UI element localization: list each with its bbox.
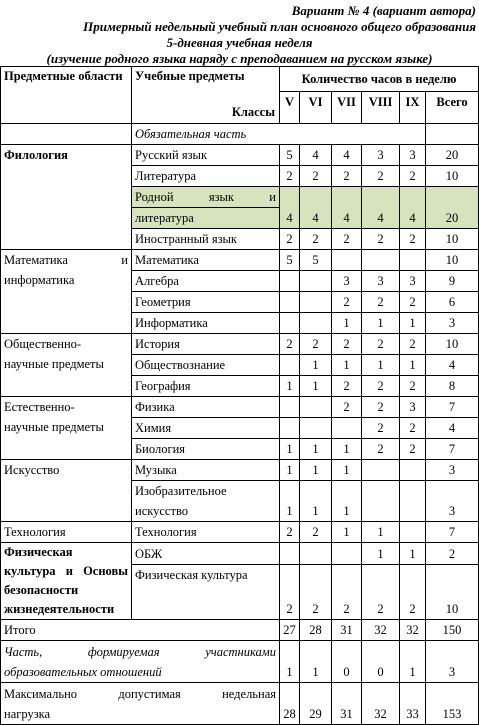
hours-vii: 1: [332, 439, 362, 460]
area-math-line2: информатика: [4, 273, 75, 287]
hours-vii: 2: [332, 166, 362, 187]
subject-cell: Родной язык и: [132, 187, 280, 208]
part-label-line2: образовательных отношений: [4, 665, 162, 679]
hours-vii: 2: [332, 292, 362, 313]
hours-vi: 5: [300, 250, 332, 271]
part-vi: 1: [300, 641, 332, 683]
hours-viii: 3: [362, 271, 400, 292]
hours-ix: 3: [400, 145, 426, 166]
hours-vi: [300, 418, 332, 439]
hours-viii: [362, 460, 400, 481]
subject-cell: Иностранный язык: [132, 229, 280, 250]
table-row: [1, 522, 479, 543]
hours-vi: 2: [300, 585, 332, 619]
hours-vi: [300, 271, 332, 292]
area-math: [1, 250, 132, 334]
hours-v: 2: [280, 229, 300, 250]
hours-total: 10: [426, 250, 479, 271]
hours-v: 1: [280, 460, 300, 481]
total-row: [1, 620, 479, 641]
area-tech: Технология: [1, 522, 132, 543]
mandatory-row: [1, 124, 479, 145]
grade-9: IX: [400, 92, 426, 124]
area-philology: Филология: [1, 145, 132, 250]
hours-v: 1: [280, 439, 300, 460]
max-v: 28: [280, 683, 300, 725]
hours-viii: 2: [362, 439, 400, 460]
hours-v: [280, 292, 300, 313]
variant-title: Вариант № 4 (вариант автора): [291, 3, 476, 18]
max-load-line1: Максимально допустимая недельная: [4, 687, 276, 701]
table-row: [1, 543, 479, 565]
area-natural-line1: Естественно-: [4, 400, 75, 414]
total-total: 150: [426, 620, 479, 641]
col-classes-label: Классы: [231, 105, 275, 119]
total-v: 27: [280, 620, 300, 641]
subject-cell: Русский язык: [132, 145, 280, 166]
hours-total: 3: [426, 313, 479, 334]
subject-cell: Физическая культура: [132, 565, 280, 586]
area-pe-line3: безопасности: [4, 583, 79, 597]
hours-ix: 2: [400, 439, 426, 460]
hours-ix: 2: [400, 585, 426, 619]
hours-viii: 2: [362, 397, 400, 418]
hours-vi: 2: [300, 229, 332, 250]
hours-v: 2: [280, 522, 300, 543]
total-vi: 28: [300, 620, 332, 641]
hours-vi: [300, 543, 332, 565]
hours-vi: 1: [300, 376, 332, 397]
hours-viii: 2: [362, 229, 400, 250]
subject-cell: Технология: [132, 522, 280, 543]
table-row: [1, 250, 479, 271]
max-load-row: [1, 683, 479, 725]
subject-cell-cont: литература: [132, 208, 280, 229]
grade-6: VI: [300, 92, 332, 124]
subject-cell: Биология: [132, 439, 280, 460]
subject-cell: ОБЖ: [132, 543, 280, 565]
curriculum-table: [0, 66, 479, 725]
area-social-line2: научные предметы: [4, 357, 104, 371]
hours-total: 7: [426, 522, 479, 543]
hours-v: [280, 271, 300, 292]
area-natural-line2: научные предметы: [4, 420, 104, 434]
hours-vii: 1: [332, 522, 362, 543]
hours-vii: 1: [332, 501, 362, 522]
hours-ix: 1: [400, 313, 426, 334]
part-label: [1, 641, 280, 683]
part-label-line1: Часть, формируемая участниками: [4, 645, 276, 659]
part-vii: 0: [332, 641, 362, 683]
mandatory-spacer: [1, 124, 132, 145]
hours-vi: [300, 397, 332, 418]
col-subject-header: [132, 67, 280, 124]
total-vii: 31: [332, 620, 362, 641]
table-row: [1, 460, 479, 481]
hours-viii: 3: [362, 145, 400, 166]
max-vii: 31: [332, 683, 362, 725]
week-subtitle: 5-дневная учебная неделя: [166, 35, 313, 50]
hours-ix: 2: [400, 166, 426, 187]
subject-cell: Музыка: [132, 460, 280, 481]
subject-cell: Информатика: [132, 313, 280, 334]
hours-total: 10: [426, 166, 479, 187]
table-row: [1, 397, 479, 418]
hours-vii: 2: [332, 585, 362, 619]
hours-ix: [400, 522, 426, 543]
hours-vii: 2: [332, 397, 362, 418]
subject-cell: Алгебра: [132, 271, 280, 292]
hours-v: 1: [280, 501, 300, 522]
hours-ix: 3: [400, 271, 426, 292]
hours-v: [280, 313, 300, 334]
hours-vii: [332, 250, 362, 271]
hours-total: 7: [426, 439, 479, 460]
area-pe-line4: жизнедеятельности: [4, 602, 115, 616]
hours-v: 2: [280, 334, 300, 355]
part-viii: 0: [362, 641, 400, 683]
hours-v: 4: [280, 208, 300, 229]
hours-v: [280, 543, 300, 565]
hours-total: 10: [426, 229, 479, 250]
hours-viii: 2: [362, 418, 400, 439]
total-viii: 32: [362, 620, 400, 641]
header-row: [1, 67, 479, 92]
subject-cell: Математика: [132, 250, 280, 271]
hours-total: 7: [426, 397, 479, 418]
hours-viii: 2: [362, 292, 400, 313]
plan-title: Примерный недельный учебный план основного общего образования: [83, 19, 476, 34]
hours-vii: [332, 418, 362, 439]
hours-total: 4: [426, 355, 479, 376]
hours-ix: 2: [400, 334, 426, 355]
hours-ix: 2: [400, 292, 426, 313]
subject-cell: История: [132, 334, 280, 355]
hours-vii: 3: [332, 271, 362, 292]
hours-viii: 2: [362, 166, 400, 187]
hours-viii: 1: [362, 522, 400, 543]
hours-vii: 2: [332, 334, 362, 355]
hours-ix: 3: [400, 397, 426, 418]
table-row: [1, 145, 479, 166]
area-social-line1: Общественно-: [4, 337, 82, 351]
hours-v: 5: [280, 145, 300, 166]
hours-v: [280, 355, 300, 376]
subject-cell-cont: искусство: [132, 501, 280, 522]
mandatory-label: Обязательная часть: [132, 124, 426, 145]
hours-vii: 4: [332, 208, 362, 229]
part-total: 3: [426, 641, 479, 683]
hours-vi: 1: [300, 460, 332, 481]
hours-vi: 2: [300, 334, 332, 355]
hours-total: 4: [426, 418, 479, 439]
max-viii: 32: [362, 683, 400, 725]
hours-vi: 2: [300, 166, 332, 187]
hours-ix: 2: [400, 376, 426, 397]
area-pe-line1: Физическая: [4, 545, 73, 559]
grade-7: VII: [332, 92, 362, 124]
hours-ix: 4: [400, 208, 426, 229]
hours-ix: [400, 460, 426, 481]
hours-vi: 4: [300, 145, 332, 166]
hours-v: 2: [280, 585, 300, 619]
hours-vii: 1: [332, 355, 362, 376]
part-row: [1, 641, 479, 683]
hours-vii: [332, 543, 362, 565]
hours-ix: 1: [400, 543, 426, 565]
hours-total: 6: [426, 292, 479, 313]
hours-viii: 1: [362, 355, 400, 376]
max-load-label: [1, 683, 280, 725]
hours-vii: 4: [332, 145, 362, 166]
hours-viii: 2: [362, 585, 400, 619]
hours-vi: [300, 292, 332, 313]
max-vi: 29: [300, 683, 332, 725]
hours-vi: 2: [300, 522, 332, 543]
hours-total: 20: [426, 145, 479, 166]
hours-viii: 2: [362, 376, 400, 397]
subject-cell: География: [132, 376, 280, 397]
hours-total: 9: [426, 271, 479, 292]
hours-v: 5: [280, 250, 300, 271]
subject-cell: Литература: [132, 166, 280, 187]
hours-ix: 2: [400, 229, 426, 250]
hours-vi: 1: [300, 501, 332, 522]
hours-ix: [400, 501, 426, 522]
hours-vii: 2: [332, 376, 362, 397]
subject-cell: Обществознание: [132, 355, 280, 376]
part-ix: 1: [400, 641, 426, 683]
hours-vi: 4: [300, 208, 332, 229]
hours-v: 1: [280, 376, 300, 397]
hours-viii: 2: [362, 334, 400, 355]
hours-vii: 1: [332, 313, 362, 334]
col-subject-label: Учебные предметы: [135, 69, 245, 83]
hours-total: 3: [426, 501, 479, 522]
hours-viii: 1: [362, 543, 400, 565]
max-total: 153: [426, 683, 479, 725]
hours-vi: 1: [300, 355, 332, 376]
area-pe-line2: культура и Основы: [4, 564, 128, 578]
hours-vii: 2: [332, 229, 362, 250]
hours-total: 3: [426, 460, 479, 481]
area-art: Искусство: [1, 460, 132, 522]
hours-viii: [362, 501, 400, 522]
table-row: [1, 334, 479, 355]
grade-8: VIII: [362, 92, 400, 124]
hours-v: [280, 397, 300, 418]
hours-total: 10: [426, 585, 479, 619]
hours-total: 20: [426, 208, 479, 229]
total-label: Итого: [1, 620, 280, 641]
area-natural: [1, 397, 132, 460]
language-note: (изучение родного языка наряду с преподаванием на русском языке): [46, 51, 433, 66]
col-area-header: Предметные области: [1, 67, 132, 124]
hours-vi: [300, 313, 332, 334]
part-v: 1: [280, 641, 300, 683]
hours-ix: [400, 250, 426, 271]
hours-total: 2: [426, 543, 479, 565]
subject-cell: Физика: [132, 397, 280, 418]
grade-total: Всего: [426, 92, 479, 124]
hours-vi: 1: [300, 439, 332, 460]
max-load-line2: нагрузка: [4, 707, 51, 721]
hours-ix: 2: [400, 418, 426, 439]
col-hours-header: Количество часов в неделю: [280, 67, 479, 92]
area-math-line1: Математика и: [4, 253, 128, 267]
subject-cell: Химия: [132, 418, 280, 439]
hours-v: 2: [280, 166, 300, 187]
area-social: [1, 334, 132, 397]
mandatory-spacer-right: [426, 124, 479, 145]
hours-vii: 1: [332, 460, 362, 481]
subject-cell: Геометрия: [132, 292, 280, 313]
hours-viii: 1: [362, 313, 400, 334]
grade-5: V: [280, 92, 300, 124]
hours-viii: 4: [362, 208, 400, 229]
hours-ix: 1: [400, 355, 426, 376]
max-ix: 33: [400, 683, 426, 725]
area-pe: [1, 543, 132, 620]
hours-total: 10: [426, 334, 479, 355]
total-ix: 32: [400, 620, 426, 641]
hours-viii: [362, 250, 400, 271]
subject-cell: Изобразительное: [132, 481, 280, 502]
hours-v: [280, 418, 300, 439]
hours-total: 8: [426, 376, 479, 397]
